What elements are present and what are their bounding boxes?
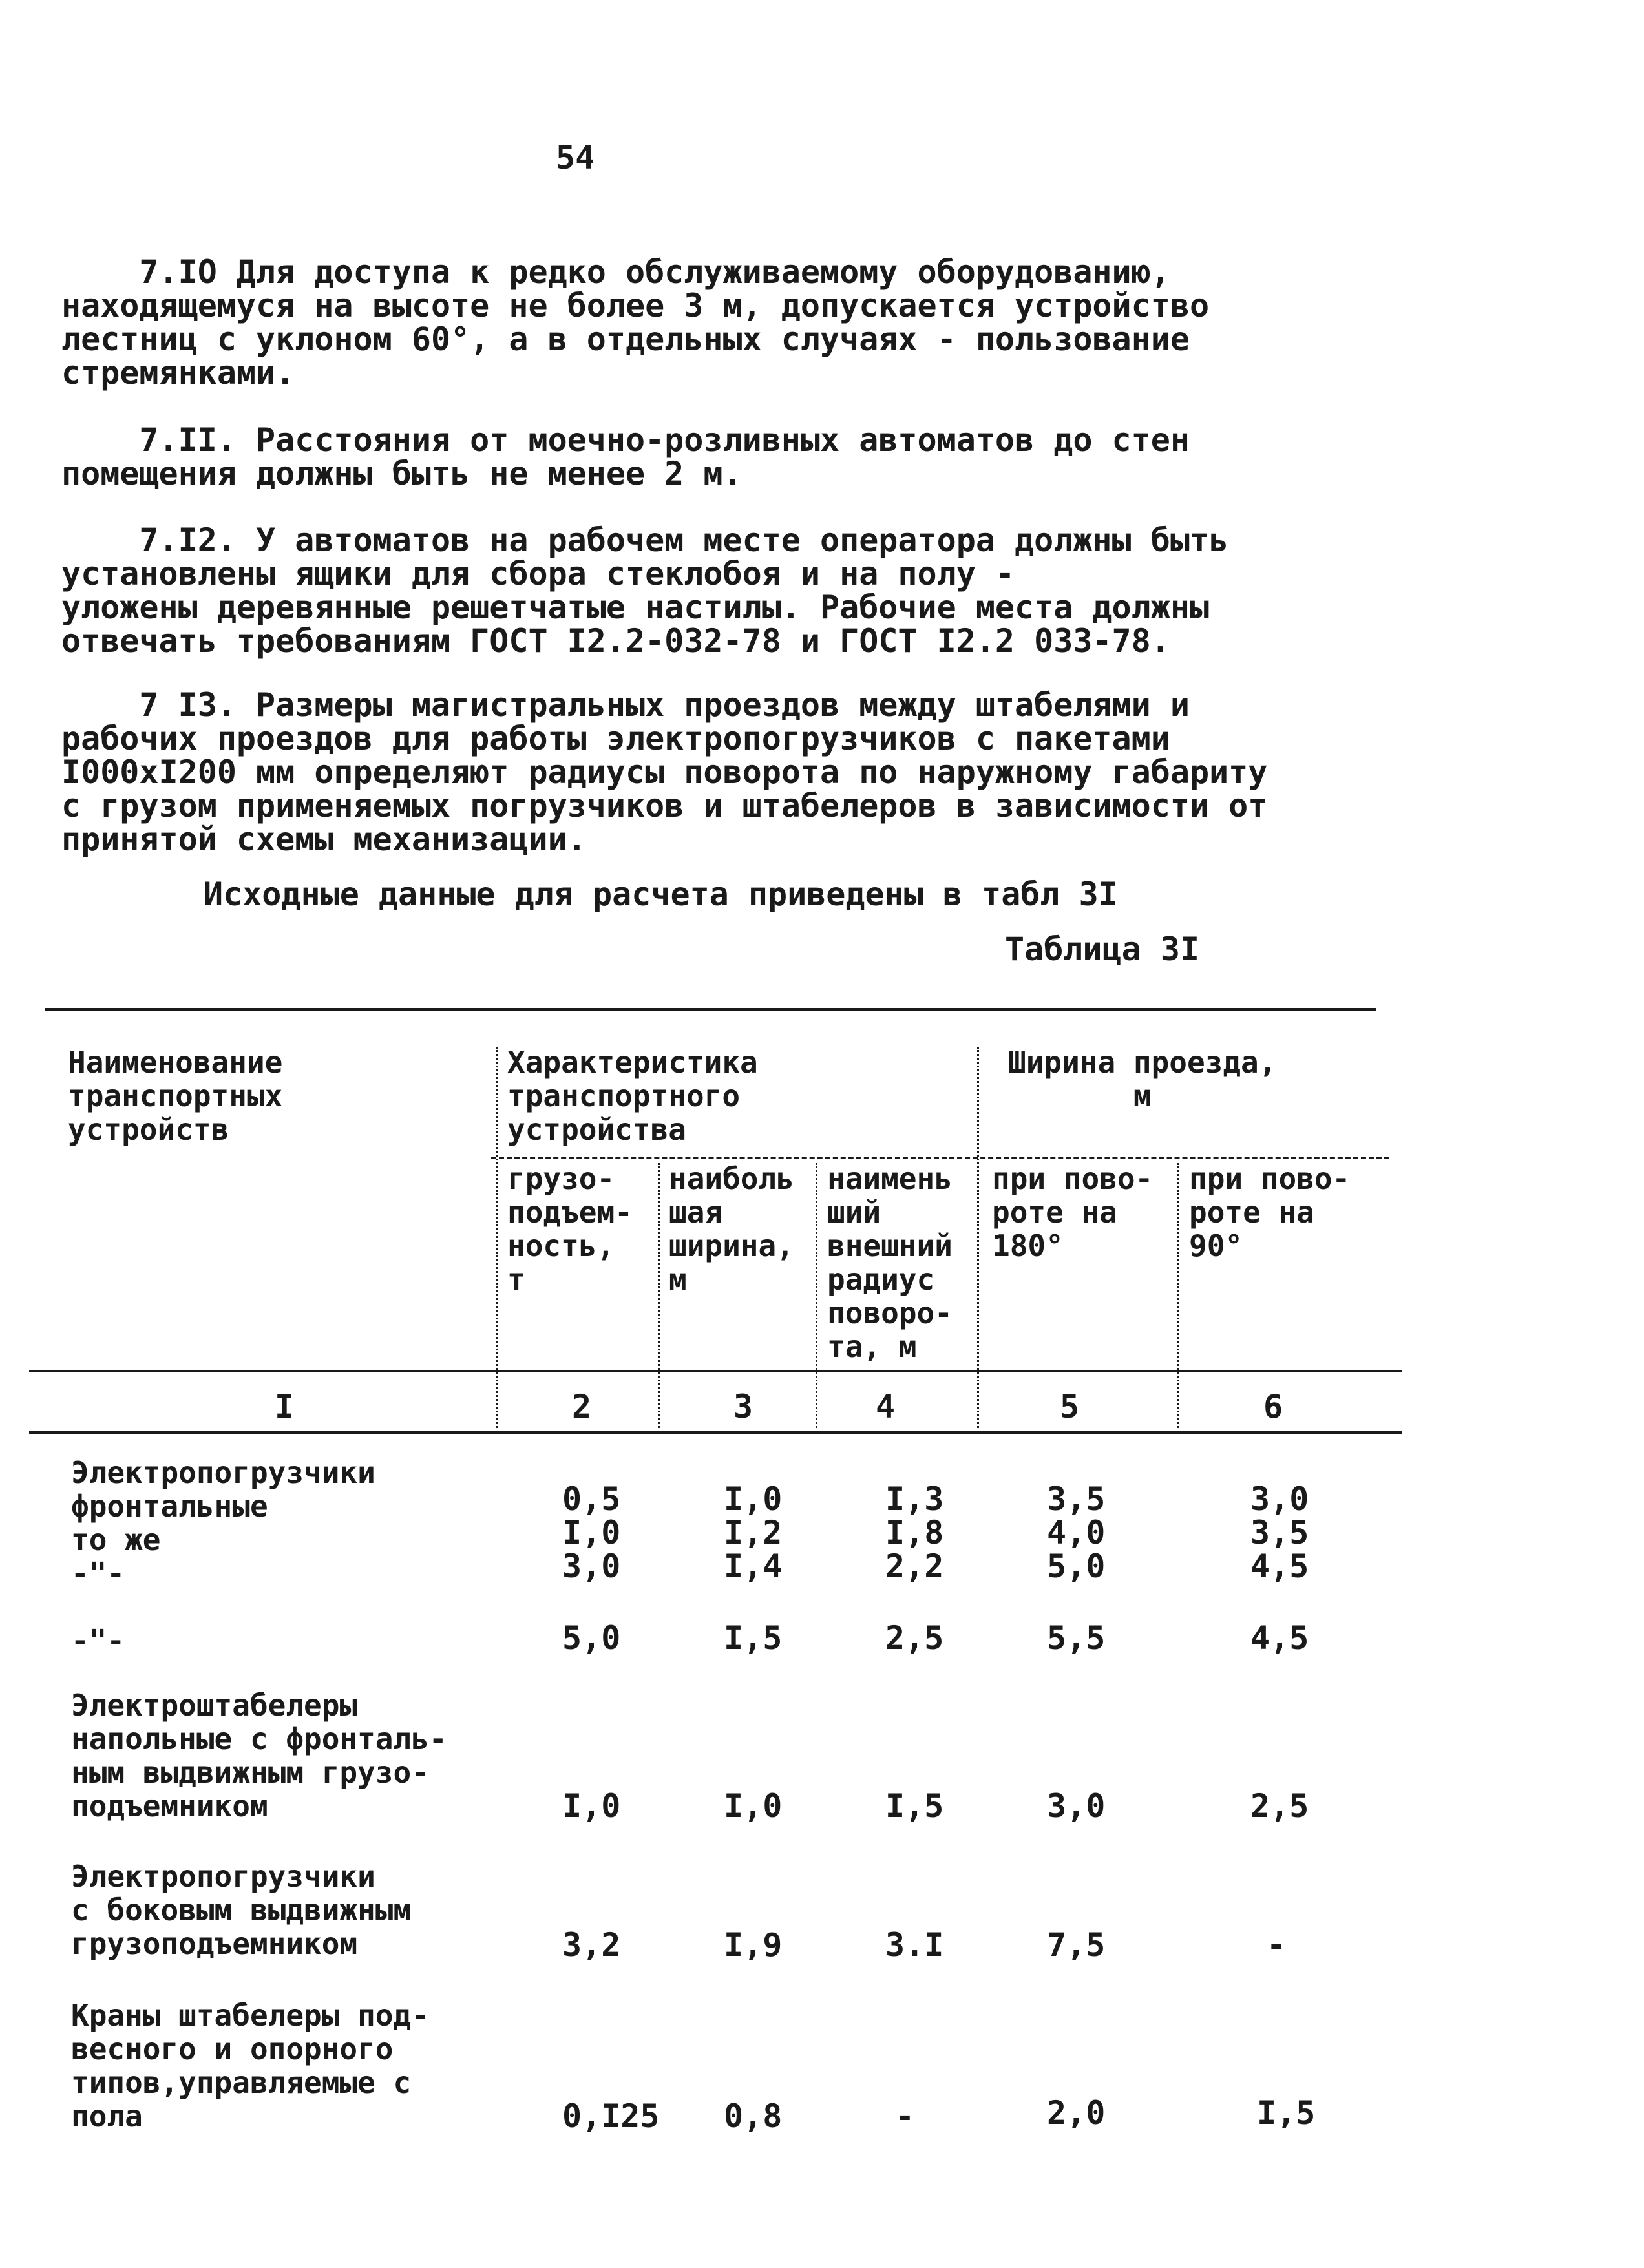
text-line: 5,0 xyxy=(562,1619,621,1657)
cell-width-180 xyxy=(1047,1926,1106,1964)
text-line: 2,5 xyxy=(1250,1787,1309,1825)
text-line: транспортного xyxy=(507,1078,741,1113)
text-line: 0,5 xyxy=(562,1480,621,1518)
header-col4 xyxy=(827,1163,953,1365)
text-line: I,0 xyxy=(724,1480,783,1518)
text-line: типов,управляемые с xyxy=(71,2065,412,2100)
text-line: лестниц с уклоном 60°, а в отдельных случаях - пользование xyxy=(61,320,1190,358)
cell-capacity xyxy=(562,1787,621,1825)
text-line: I000xI200 мм определяют радиусы поворота по наружному габариту xyxy=(61,753,1268,791)
text-line: наиболь xyxy=(669,1161,794,1196)
text-line: 2,5 xyxy=(885,1619,944,1657)
text-line: 2,0 xyxy=(1047,2094,1106,2132)
text-line: -"- xyxy=(71,1556,125,1591)
text-line: Краны штабелеры под- xyxy=(71,1998,429,2033)
text-line: Наименование xyxy=(68,1045,283,1080)
table-header-bottom-rule xyxy=(29,1370,1402,1372)
text-line: находящемуся на высоте не более 3 м, допускается устройство xyxy=(61,287,1210,324)
cell-capacity xyxy=(562,1480,621,1585)
text-line: т xyxy=(507,1262,525,1297)
text-line: 3,5 xyxy=(1047,1480,1106,1518)
column-number-2: 2 xyxy=(572,1388,592,1425)
text-line: 4,0 xyxy=(1047,1514,1106,1551)
text-line: устройств xyxy=(68,1112,229,1147)
cell-width-90 xyxy=(1250,1480,1309,1585)
text-line: I,0 xyxy=(562,1787,621,1825)
text-line: - xyxy=(1267,1926,1287,1964)
text-line: - xyxy=(895,2097,915,2135)
text-line: 0,8 xyxy=(724,2097,783,2135)
cell-min-radius xyxy=(885,1619,944,1657)
table-vrule-5 xyxy=(1177,1163,1179,1428)
text-line: 7.IO Для доступа к редко обслуживаемому оборудованию, xyxy=(61,253,1170,291)
text-line: внешний xyxy=(827,1228,953,1263)
text-line: 2,2 xyxy=(885,1548,944,1585)
text-line: Электропогрузчики xyxy=(71,1859,375,1894)
row-label xyxy=(71,1457,375,1591)
paragraph-7-13 xyxy=(61,688,1354,856)
text-line: 7.I2. У автоматов на рабочем месте оператора должны быть xyxy=(61,521,1229,559)
cell-width-90 xyxy=(1250,1787,1309,1825)
text-line: 7 I3. Размеры магистральных проездов между штабелями и xyxy=(61,686,1190,724)
row-label xyxy=(71,1690,447,1824)
column-number-5: 5 xyxy=(1060,1388,1080,1425)
text-line: I,4 xyxy=(724,1548,783,1585)
text-line: 3,0 xyxy=(562,1548,621,1585)
header-col5 xyxy=(992,1163,1153,1264)
cell-width-180 xyxy=(1047,1480,1106,1585)
text-line: принятой схемы механизации. xyxy=(61,821,587,858)
text-line: роте на xyxy=(1189,1195,1314,1230)
text-line: 3,0 xyxy=(1047,1787,1106,1825)
text-line: I,9 xyxy=(724,1926,783,1964)
cell-max-width xyxy=(724,1787,783,1825)
cell-min-radius xyxy=(895,2097,915,2135)
text-line: 3,2 xyxy=(562,1926,621,1964)
text-line: I,3 xyxy=(885,1480,944,1518)
text-line: установлены ящики для сбора стеклобоя и на полу - xyxy=(61,555,1015,593)
text-line: Характеристика xyxy=(507,1045,758,1080)
table-caption: Таблица 3I xyxy=(1005,930,1200,968)
header-col1 xyxy=(68,1047,282,1148)
text-line: поворо- xyxy=(827,1296,953,1330)
table-top-rule xyxy=(45,1008,1376,1011)
cell-max-width xyxy=(724,2097,783,2135)
text-line: рабочих проездов для работы электропогрузчиков с пакетами xyxy=(61,720,1170,757)
text-line: 0,I25 xyxy=(562,2097,660,2135)
text-line: -"- xyxy=(71,1623,125,1658)
table-group-rule xyxy=(491,1157,1389,1159)
text-line: I,5 xyxy=(724,1619,783,1657)
row-label xyxy=(71,1625,125,1659)
cell-max-width xyxy=(724,1926,783,1964)
cell-min-radius xyxy=(885,1480,944,1585)
text-line: транспортных xyxy=(68,1078,283,1113)
text-line: грузоподъемником xyxy=(71,1926,358,1961)
text-line: при пово- xyxy=(1189,1161,1351,1196)
text-line: подъем- xyxy=(507,1195,633,1230)
table-vrule-4 xyxy=(977,1047,979,1428)
text-line: с грузом применяемых погрузчиков и штабелеров в зависимости от xyxy=(61,787,1268,824)
text-line: 5,0 xyxy=(1047,1548,1106,1585)
text-line: I,0 xyxy=(562,1514,621,1551)
text-line: наимень xyxy=(827,1161,953,1196)
cell-width-90 xyxy=(1267,1926,1287,1964)
column-number-6: 6 xyxy=(1263,1388,1283,1425)
text-line: весного и опорного xyxy=(71,2032,394,2066)
text-line: 3.I xyxy=(885,1926,944,1964)
text-line: 7,5 xyxy=(1047,1926,1106,1964)
cell-min-radius xyxy=(885,1926,944,1964)
header-group-width xyxy=(1008,1047,1276,1114)
text-line: I,2 xyxy=(724,1514,783,1551)
text-line: I,5 xyxy=(885,1787,944,1825)
text-line: 7.II. Расстояния от моечно-розливных автоматов до стен xyxy=(61,421,1190,459)
text-line: помещения должны быть не менее 2 м. xyxy=(61,455,743,492)
text-line: устройства xyxy=(507,1112,686,1147)
row-label xyxy=(71,2000,429,2134)
paragraph-7-11 xyxy=(61,423,1354,490)
header-col6 xyxy=(1189,1163,1350,1264)
header-col2 xyxy=(507,1163,633,1297)
header-group-characteristics xyxy=(507,1047,758,1148)
text-line: роте на xyxy=(992,1195,1117,1230)
text-line: 4,5 xyxy=(1250,1619,1309,1657)
paragraph-7-10 xyxy=(61,255,1354,390)
text-line: напольные с фронталь- xyxy=(71,1721,447,1756)
cell-width-180 xyxy=(1047,1787,1106,1825)
text-line: 90° xyxy=(1189,1228,1243,1263)
table-vrule-3 xyxy=(816,1163,817,1428)
text-line: Электропогрузчики xyxy=(71,1455,375,1490)
text-line: I,5 xyxy=(1257,2094,1316,2132)
text-line: с боковым выдвижным xyxy=(71,1893,412,1927)
text-line: 5,5 xyxy=(1047,1619,1106,1657)
text-line: 180° xyxy=(992,1228,1064,1263)
text-line: уложены деревянные решетчатые настилы. Рабочие места должны xyxy=(61,589,1210,626)
cell-capacity xyxy=(562,1619,621,1657)
page-number: 54 xyxy=(556,139,595,176)
column-number-1: I xyxy=(275,1388,295,1425)
text-line: Электроштабелеры xyxy=(71,1688,358,1723)
text-line: то же xyxy=(71,1522,161,1557)
cell-max-width xyxy=(724,1619,783,1657)
text-line: 4,5 xyxy=(1250,1548,1309,1585)
paragraph-7-12 xyxy=(61,523,1354,658)
text-line: радиус xyxy=(827,1262,935,1297)
text-line: грузо- xyxy=(507,1161,615,1196)
cell-max-width xyxy=(724,1480,783,1585)
text-line: 3,0 xyxy=(1250,1480,1309,1518)
cell-min-radius xyxy=(885,1787,944,1825)
row-label xyxy=(71,1861,411,1962)
text-line: ность, xyxy=(507,1228,615,1263)
text-line: та, м xyxy=(827,1329,917,1364)
text-line: 3,5 xyxy=(1250,1514,1309,1551)
text-line: м xyxy=(669,1262,687,1297)
cell-width-180 xyxy=(1047,2094,1106,2132)
text-line: стремянками. xyxy=(61,354,295,392)
text-line: ным выдвижным грузо- xyxy=(71,1755,429,1790)
header-col3 xyxy=(669,1163,794,1297)
text-line: ширина, xyxy=(669,1228,794,1263)
text-line: подъемником xyxy=(71,1789,268,1823)
table-vrule-1 xyxy=(496,1047,498,1428)
cell-capacity xyxy=(562,1926,621,1964)
table-colnum-bottom-rule xyxy=(29,1431,1402,1434)
table-vrule-2 xyxy=(658,1163,660,1428)
text-line: пола xyxy=(71,2099,143,2134)
text-line: I,8 xyxy=(885,1514,944,1551)
text-line: м xyxy=(1133,1078,1152,1113)
text-line: I,0 xyxy=(724,1787,783,1825)
text-line: Ширина проезда, xyxy=(1008,1045,1277,1080)
cell-width-90 xyxy=(1250,1619,1309,1657)
column-number-4: 4 xyxy=(876,1388,896,1425)
text-line: фронтальные xyxy=(71,1489,268,1524)
text-line: ший xyxy=(827,1195,881,1230)
text-line: шая xyxy=(669,1195,723,1230)
text-line: при пово- xyxy=(992,1161,1154,1196)
cell-width-180 xyxy=(1047,1619,1106,1657)
cell-width-90 xyxy=(1257,2094,1316,2132)
cell-capacity xyxy=(562,2097,660,2135)
table-reference-line: Исходные данные для расчета приведены в табл 3I xyxy=(204,876,1118,913)
text-line: отвечать требованиям ГОСТ I2.2-032-78 и ГОСТ I2.2 033-78. xyxy=(61,622,1170,660)
column-number-3: 3 xyxy=(733,1388,754,1425)
